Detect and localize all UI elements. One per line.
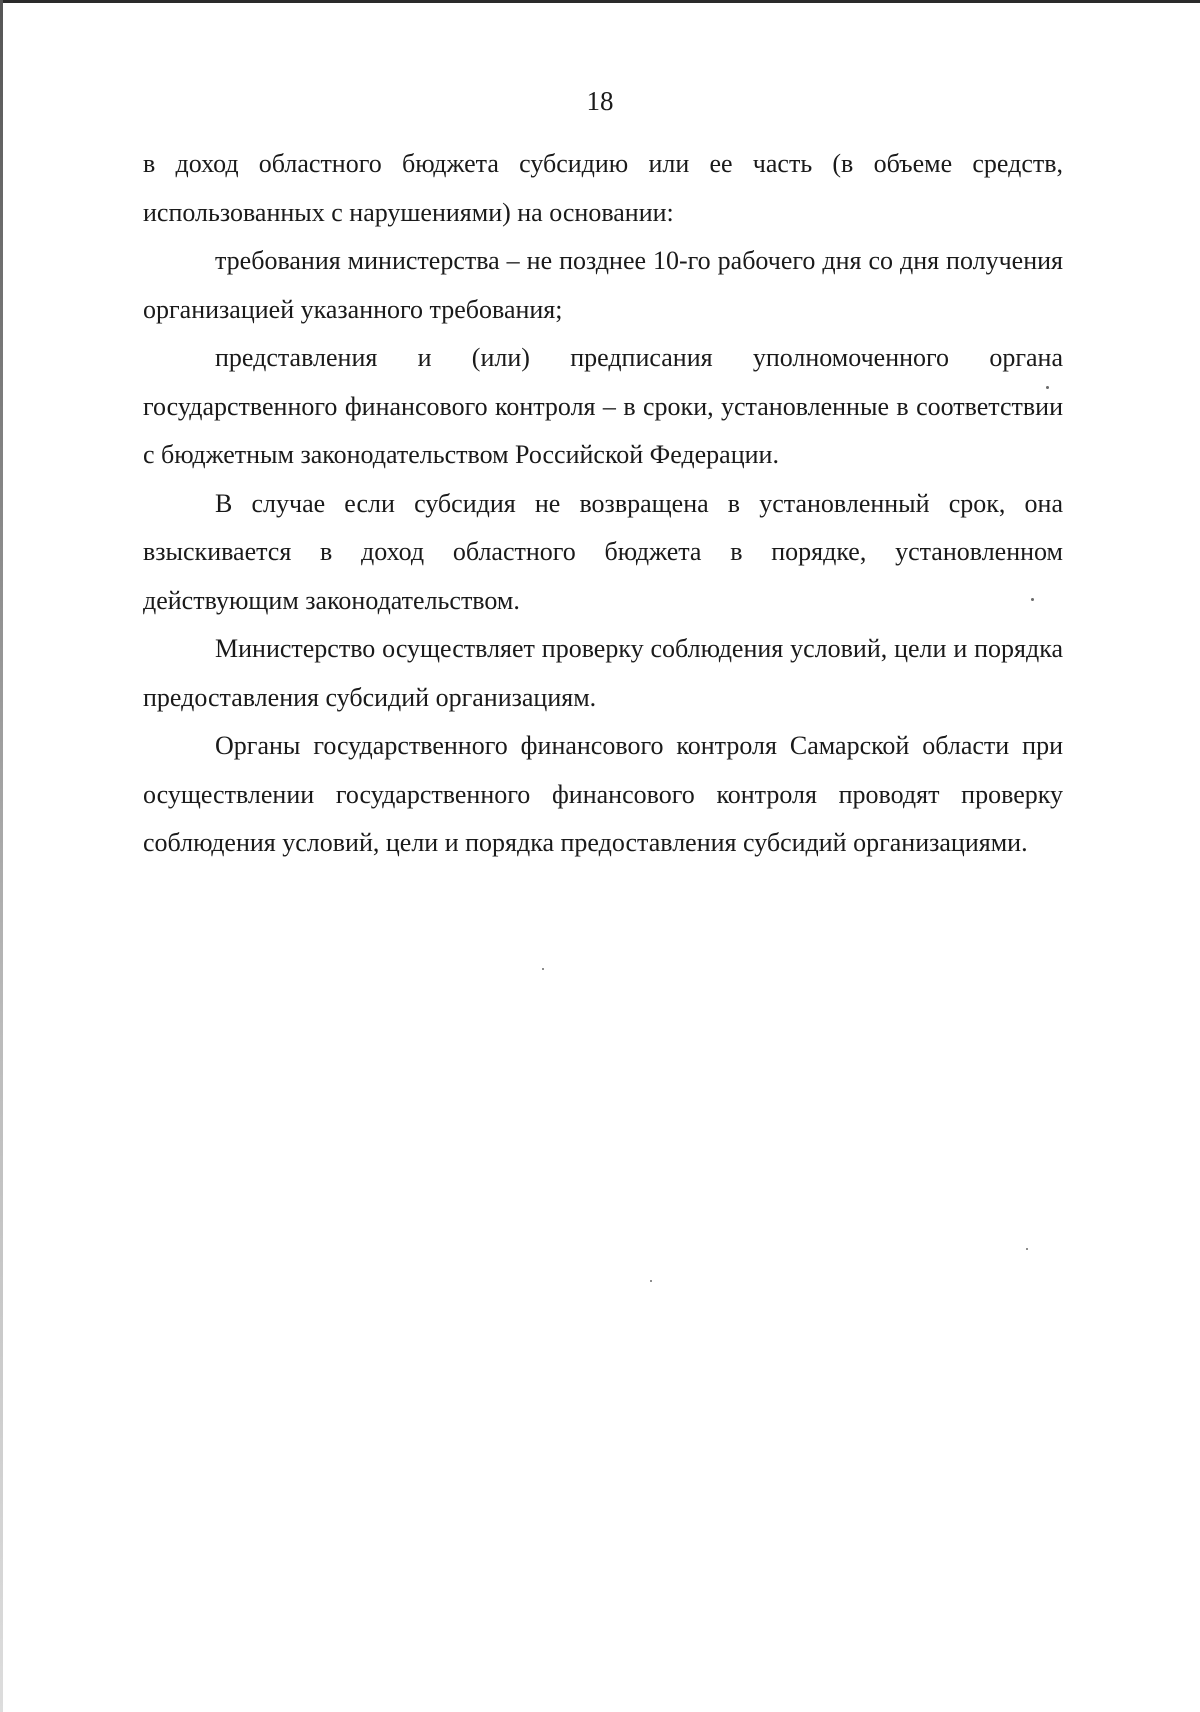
paragraph-control-bodies-inspection: Органы государственного финансового контроля Самарской области при осуществлении государственного финансового контроля проводят проверку соблюдения условий, цели и порядка предоставления субсидий организациями. <box>143 731 1063 857</box>
scan-speck <box>1031 598 1034 601</box>
paragraph-ministry-inspection: Министерство осуществляет проверку соблюдения условий, цели и порядка предоставления субсидий организациям. <box>143 634 1063 712</box>
document-body <box>143 140 1063 868</box>
scan-speck <box>1046 386 1049 389</box>
scan-speck <box>542 968 544 970</box>
scan-speck <box>650 1280 652 1282</box>
scan-border-top <box>0 0 1200 3</box>
scan-speck <box>1026 1248 1028 1250</box>
paragraph-refund-basis: в доход областного бюджета субсидию или ее часть (в объеме средств, использованных с нарушениями) на основании: <box>143 149 1063 227</box>
paragraph-control-body-order: представления и (или) предписания уполномоченного органа государственного финансового контроля – в сроки, установленные в соответствии с бюджетным законодательством Российской Федерации. <box>143 343 1063 469</box>
page-number: 18 <box>586 86 614 116</box>
scan-border-left <box>0 0 3 1712</box>
paragraph-ministry-requirement: требования министерства – не позднее 10-го рабочего дня со дня получения организацией указанного требования; <box>143 246 1063 324</box>
paragraph-recovery: В случае если субсидия не возвращена в установленный срок, она взыскивается в доход областного бюджета в порядке, установленном действующим законодательством. <box>143 488 1063 615</box>
